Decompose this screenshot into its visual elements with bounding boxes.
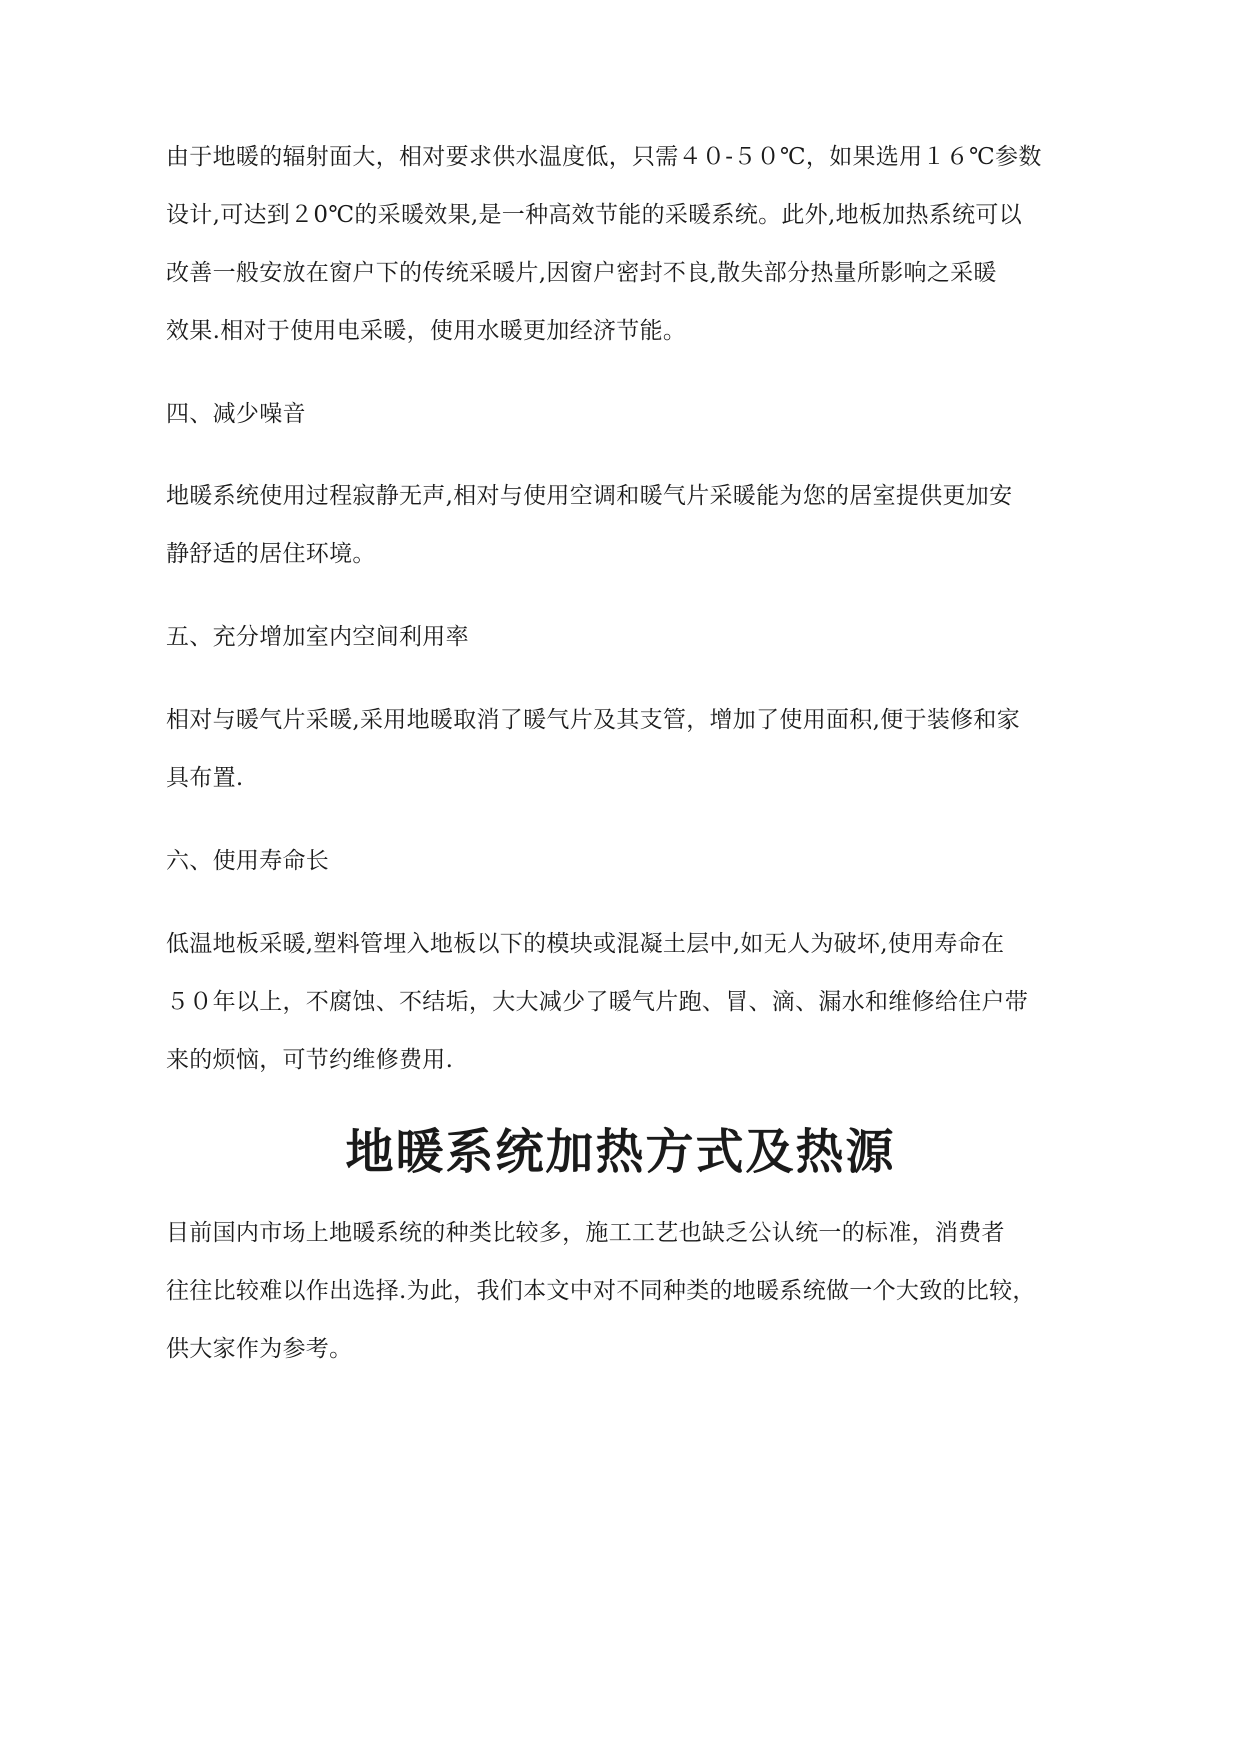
section-title: 四、减少噪音	[166, 401, 306, 427]
paragraph-line: 供大家作为参考。	[166, 1336, 353, 1362]
paragraph-line: 效果.相对于使用电采暖，使用水暖更加经济节能。	[166, 318, 687, 344]
paragraph-line: ５０年以上，不腐蚀、不结垢，大大减少了暖气片跑、冒、滴、漏水和维修给住户带	[166, 989, 1029, 1015]
paragraph-line: 相对与暖气片采暖,采用地暖取消了暖气片及其支管，增加了使用面积,便于装修和家	[166, 707, 1021, 733]
paragraph-line: 改善一般安放在窗户下的传统采暖片,因窗户密封不良,散失部分热量所影响之采暖	[166, 260, 997, 286]
paragraph-line: 来的烦恼，可节约维修费用.	[166, 1047, 454, 1073]
paragraph-line: 地暖系统使用过程寂静无声,相对与使用空调和暖气片采暖能为您的居室提供更加安	[166, 483, 1013, 509]
paragraph-line: 设计,可达到２0℃的采暖效果,是一种高效节能的采暖系统。此外,地板加热系统可以	[166, 202, 1022, 228]
paragraph-line: 静舒适的居住环境。	[166, 541, 376, 567]
paragraph-line: 具布置.	[166, 765, 244, 791]
paragraph-line: 目前国内市场上地暖系统的种类比较多，施工工艺也缺乏公认统一的标准，消费者	[166, 1220, 1005, 1246]
section-title: 六、使用寿命长	[166, 848, 330, 874]
section-heading: 地暖系统加热方式及热源	[345, 1124, 896, 1180]
paragraph-line: 由于地暖的辐射面大，相对要求供水温度低，只需４０-５０℃，如果选用１６℃参数	[166, 144, 1042, 170]
paragraph-line: 低温地板采暖,塑料管埋入地板以下的模块或混凝土层中,如无人为破坏,使用寿命在	[166, 931, 1005, 957]
paragraph-line: 往往比较难以作出选择.为此，我们本文中对不同种类的地暖系统做一个大致的比较，	[166, 1278, 1036, 1304]
section-title: 五、充分增加室内空间利用率	[166, 624, 469, 650]
